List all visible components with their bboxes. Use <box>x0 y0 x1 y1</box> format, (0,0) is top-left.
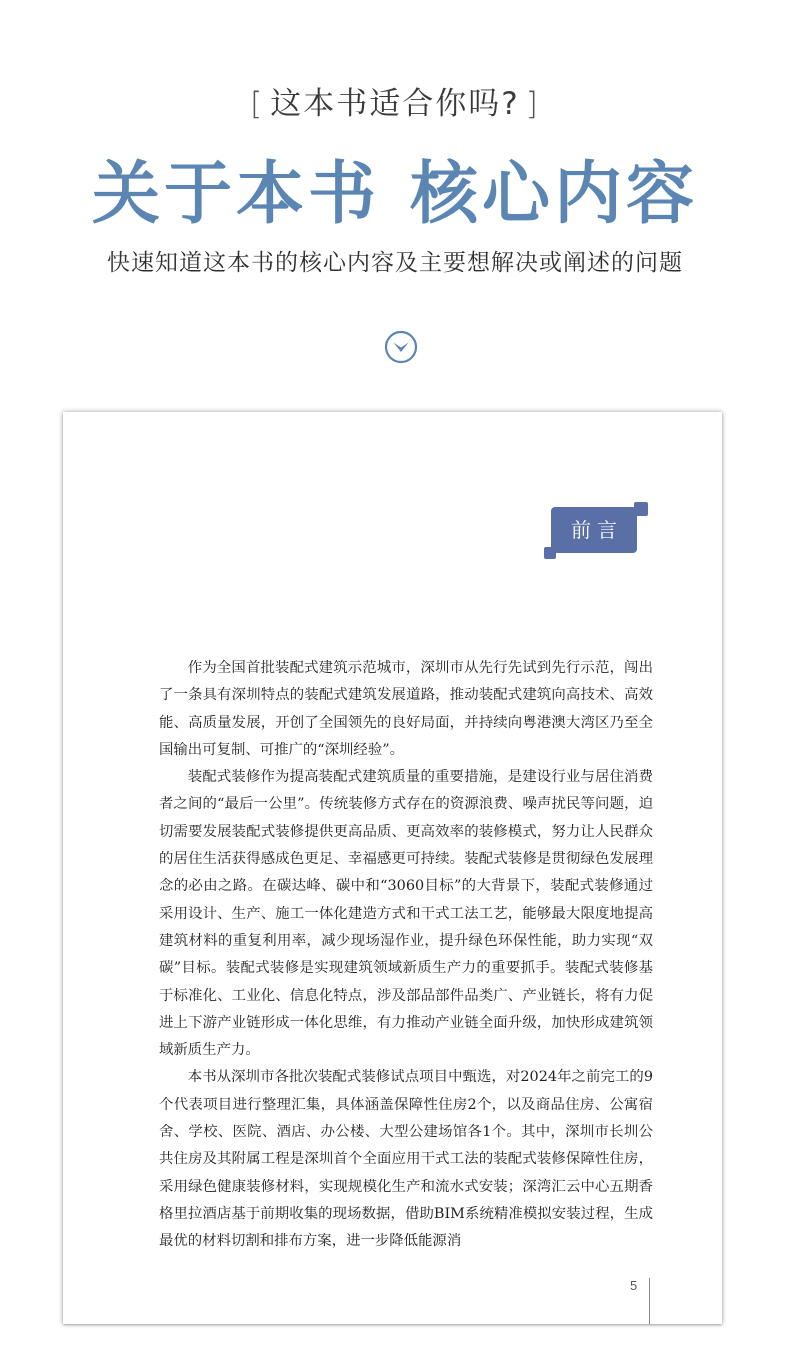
title-part-core-content: 核心内容 <box>410 154 699 234</box>
title-part-about-book: 关于本书 <box>91 154 380 234</box>
page-number: 5 <box>630 1278 638 1293</box>
preface-label: 前言 <box>571 518 623 542</box>
page-subtitle: 快速知道这本书的核心内容及主要想解决或阐述的问题 <box>107 250 683 276</box>
question-heading <box>0 78 790 123</box>
left-bracket: [ <box>250 86 265 122</box>
paragraph: 作为全国首批装配式建筑示范城市，深圳市从先行先试到先行示范，闯出了一条具有深圳特点的装配式建筑发展道路，推动装配式建筑向高技术、高效能、高质量发展，开创了全国领先的良好局面，并持续向粤港澳大湾区乃至全国输出可复制、可推广的“深圳经验”。 <box>159 660 653 758</box>
chevron-down-circle-icon[interactable] <box>384 330 418 364</box>
preface-body <box>159 655 653 1256</box>
book-page <box>63 412 722 1324</box>
paragraph: 装配式装修作为提高装配式建筑质量的重要措施，是建设行业与居住消费者之间的“最后一公里”。传统装修方式存在的资源浪费、噪声扰民等问题，迫切需要发展装配式装修提供更高品质、更高效率的装修模式，努力让人民群众的居住生活获得感成色更足、幸福感更可持续。装配式装修是贯彻绿色发展理念的必由之路。在碳达峰、碳中和“3060目标”的大背景下，装配式装修通过采用设计、生产、施工一体化建造方式和干式工法工艺，能够最大限度地提高建筑材料的重复利用率，减少现场湿作业，提升绿色环保性能，助力实现“双碳”目标。装配式装修是实现建筑领域新质生产力的重要抓手。装配式装修基于标准化、工业化、信息化特点，涉及部品部件品类广、产业链长，将有力促进上下游产业链形成一体化思维，有力推动产业链全面升级，加快形成建筑领域新质生产力。 <box>159 769 653 1059</box>
page-number-rule <box>649 1278 650 1324</box>
paragraph: 本书从深圳市各批次装配式装修试点项目中甄选，对2024年之前完工的9个代表项目进行整理汇集，具体涵盖保障性住房2个，以及商品住房、公寓宿舍、学校、医院、酒店、办公楼、大型公建场馆各1个。其中，深圳市长圳公共住房及其附属工程是深圳首个全面应用干式工法的装配式装修保障性住房，采用绿色健康装修材料，实现规模化生产和流水式安装；深湾汇云中心五期香格里拉酒店基于前期收集的现场数据，借助BIM系统精准模拟安装过程，生成最优的材料切割和排布方案，进一步降低能源消 <box>159 1069 653 1250</box>
right-bracket: ] <box>525 86 540 122</box>
preface-badge <box>541 505 651 563</box>
page-title <box>0 140 790 237</box>
question-text: 这本书适合你吗? <box>270 86 520 122</box>
